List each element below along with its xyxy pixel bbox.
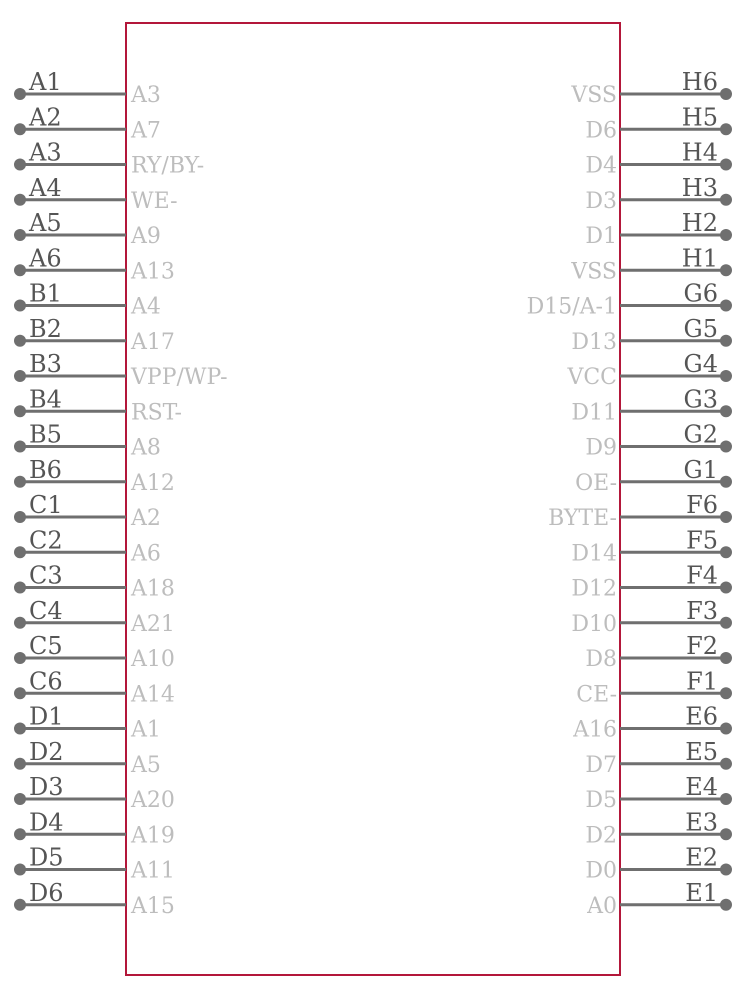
pin-endpoint (14, 194, 26, 206)
pin-endpoint (14, 300, 26, 312)
pin-endpoint (14, 828, 26, 840)
left-pin (14, 632, 175, 672)
left-pin (14, 773, 175, 813)
pin-name: D8 (585, 647, 617, 672)
pin-number: B3 (29, 350, 62, 378)
left-pin (14, 879, 175, 919)
pin-name: D4 (585, 153, 617, 179)
left-pin (14, 597, 175, 637)
pin-number: H2 (681, 209, 718, 237)
pin-name: A2 (131, 506, 161, 531)
left-pin (14, 103, 161, 143)
pin-number: E4 (685, 773, 718, 801)
pin-name: A12 (131, 470, 175, 496)
pin-name: BYTE- (548, 506, 617, 531)
right-pin (586, 879, 732, 919)
left-pin (14, 421, 161, 461)
pin-endpoint (720, 617, 732, 629)
right-pin (585, 174, 732, 214)
pin-number: D6 (29, 878, 64, 907)
pin-endpoint (720, 441, 732, 453)
right-pin (585, 808, 732, 848)
pin-endpoint (14, 123, 26, 135)
right-pin (585, 139, 732, 179)
right-pin (527, 280, 732, 320)
pin-number: B1 (29, 279, 62, 308)
pin-endpoint (14, 687, 26, 699)
pin-name: VSS (571, 259, 617, 285)
left-pin (14, 315, 175, 355)
pin-endpoint (720, 793, 732, 805)
pin-number: H5 (681, 103, 718, 132)
pin-name: A0 (587, 893, 617, 919)
left-pin (14, 139, 204, 179)
pin-name: A9 (131, 224, 161, 249)
pin-endpoint (14, 264, 26, 276)
pin-endpoint (720, 88, 732, 100)
pin-name: A10 (131, 647, 175, 672)
right-pin (585, 773, 732, 813)
pin-number: G4 (683, 350, 718, 378)
pin-name: A21 (131, 611, 175, 637)
pin-endpoint (720, 264, 732, 276)
pin-name: OE- (575, 470, 617, 496)
left-pin (14, 738, 161, 778)
pin-number: D2 (29, 737, 64, 766)
pin-endpoint (14, 476, 26, 488)
pin-endpoint (14, 511, 26, 523)
left-pin (14, 667, 175, 707)
pin-name: CE- (576, 682, 617, 708)
pin-name: D10 (571, 611, 617, 637)
pin-name: D14 (571, 541, 617, 567)
pin-name: A8 (131, 435, 161, 461)
pin-endpoint (720, 229, 732, 241)
left-pin (14, 456, 175, 496)
pin-endpoint (720, 370, 732, 382)
left-pin (14, 526, 161, 566)
pin-name: A11 (131, 858, 175, 884)
pin-number: A6 (29, 244, 62, 273)
pin-number: C6 (29, 667, 63, 696)
pin-endpoint (720, 159, 732, 171)
pin-number: C5 (29, 632, 63, 660)
right-pin (566, 350, 732, 390)
left-pin (14, 844, 175, 884)
pin-number: C2 (29, 526, 63, 555)
pin-endpoint (720, 123, 732, 135)
pin-endpoint (14, 582, 26, 594)
left-pin (14, 174, 178, 214)
pin-name: A19 (131, 823, 175, 849)
pin-number: H6 (681, 68, 718, 96)
pin-name: D9 (585, 435, 617, 461)
pin-name: A14 (131, 682, 175, 708)
pin-name: A17 (131, 329, 175, 355)
pin-number: F6 (686, 491, 718, 519)
right-pin-group (527, 68, 732, 919)
pin-name: A16 (573, 717, 617, 743)
pin-name: VCC (567, 365, 617, 390)
left-pin (14, 491, 161, 531)
pin-endpoint (14, 88, 26, 100)
right-pin (571, 315, 732, 355)
pin-name: D15/A-1 (526, 294, 617, 320)
pin-endpoint (720, 758, 732, 770)
pin-number: B2 (29, 314, 62, 343)
pin-endpoint (720, 864, 732, 876)
pin-endpoint (720, 546, 732, 558)
right-pin (585, 844, 732, 884)
right-pin (585, 632, 732, 672)
pin-number: D3 (29, 773, 64, 801)
pin-endpoint (720, 828, 732, 840)
pin-number: G6 (683, 279, 718, 308)
pin-name: D3 (585, 188, 617, 214)
pin-name: RY/BY- (131, 153, 205, 179)
pin-number: B4 (29, 385, 62, 414)
pin-endpoint (720, 335, 732, 347)
pin-number: G1 (683, 455, 718, 484)
pin-number: D1 (29, 702, 64, 731)
pin-endpoint (14, 335, 26, 347)
left-pin (14, 68, 161, 108)
pin-name: RST- (131, 400, 182, 426)
right-pin (571, 526, 732, 566)
pin-endpoint (720, 511, 732, 523)
pin-number: B6 (29, 455, 62, 484)
pin-name: D12 (571, 576, 617, 602)
pin-name: D13 (571, 329, 617, 355)
pin-endpoint (720, 723, 732, 735)
pin-name: VSS (571, 83, 617, 108)
left-pin (14, 562, 175, 602)
pin-endpoint (14, 441, 26, 453)
pin-endpoint (14, 546, 26, 558)
pin-name: A1 (131, 717, 161, 743)
pin-number: A3 (29, 138, 62, 167)
pin-endpoint (720, 300, 732, 312)
pin-number: G2 (683, 420, 718, 449)
left-pin (14, 385, 182, 425)
right-pin (585, 103, 732, 143)
pin-name: A6 (131, 541, 161, 567)
pin-endpoint (14, 899, 26, 911)
pin-number: A5 (29, 209, 62, 237)
pin-number: C3 (29, 561, 63, 590)
pin-endpoint (720, 652, 732, 664)
pin-number: F4 (686, 561, 718, 590)
pin-name: D2 (585, 823, 617, 849)
pin-endpoint (14, 370, 26, 382)
pin-name: D7 (585, 752, 617, 778)
pin-endpoint (720, 405, 732, 417)
right-pin (585, 421, 732, 461)
right-pin (576, 667, 732, 707)
pin-number: E5 (685, 737, 718, 766)
pin-number: E2 (685, 843, 718, 872)
pin-name: D6 (585, 118, 617, 144)
pin-name: VPP/WP- (131, 365, 228, 390)
pin-name: D11 (571, 400, 617, 426)
right-pin (572, 703, 732, 743)
pin-name: D0 (585, 858, 617, 884)
pin-name: WE- (131, 188, 178, 214)
pin-number: D4 (29, 808, 64, 837)
pin-name: D5 (585, 788, 617, 813)
pin-endpoint (720, 476, 732, 488)
pin-endpoint (14, 652, 26, 664)
left-pin (14, 350, 228, 390)
left-pin-group (14, 68, 228, 919)
pin-name: D1 (585, 224, 617, 249)
pin-number: F5 (686, 526, 718, 555)
right-pin (585, 738, 732, 778)
pin-number: D5 (29, 843, 64, 872)
pin-number: C4 (29, 596, 63, 625)
pin-endpoint (14, 617, 26, 629)
right-pin (571, 562, 732, 602)
pin-endpoint (14, 793, 26, 805)
pin-endpoint (14, 758, 26, 770)
pin-endpoint (14, 405, 26, 417)
pin-number: H4 (681, 138, 718, 167)
pin-number: F1 (686, 667, 718, 696)
pin-name: A7 (131, 118, 161, 144)
pin-endpoint (14, 723, 26, 735)
pin-number: A4 (29, 173, 62, 202)
pin-number: H3 (681, 173, 718, 202)
pin-name: A18 (131, 576, 175, 602)
right-pin (571, 385, 732, 425)
left-pin (14, 209, 161, 249)
pin-number: A1 (29, 68, 62, 96)
pin-name: A15 (131, 893, 175, 919)
pin-number: E1 (685, 878, 718, 907)
pin-name: A3 (131, 83, 161, 108)
pin-endpoint (14, 229, 26, 241)
pin-endpoint (14, 864, 26, 876)
right-pin (575, 456, 732, 496)
left-pin (14, 280, 161, 320)
pin-number: H1 (681, 244, 718, 273)
right-pin (570, 244, 732, 284)
pin-endpoint (720, 582, 732, 594)
left-pin (14, 808, 175, 848)
pin-number: E3 (685, 808, 718, 837)
right-pin (571, 597, 732, 637)
pin-number: F3 (686, 596, 718, 625)
pin-name: A4 (131, 294, 161, 320)
pin-name: A20 (131, 788, 175, 813)
pin-number: F2 (686, 632, 718, 660)
pin-number: A2 (29, 103, 62, 132)
pin-number: G3 (683, 385, 718, 414)
pin-number: E6 (685, 702, 718, 731)
right-pin (570, 68, 732, 108)
right-pin (585, 209, 732, 249)
pin-number: G5 (683, 314, 718, 343)
pin-endpoint (720, 899, 732, 911)
pin-number: C1 (29, 491, 63, 519)
pin-number: B5 (29, 420, 62, 449)
pin-endpoint (720, 194, 732, 206)
pin-name: A5 (131, 752, 161, 778)
pin-endpoint (14, 159, 26, 171)
pin-endpoint (720, 687, 732, 699)
left-pin (14, 703, 161, 743)
pin-name: A13 (131, 259, 175, 285)
right-pin (548, 491, 732, 531)
left-pin (14, 244, 175, 284)
